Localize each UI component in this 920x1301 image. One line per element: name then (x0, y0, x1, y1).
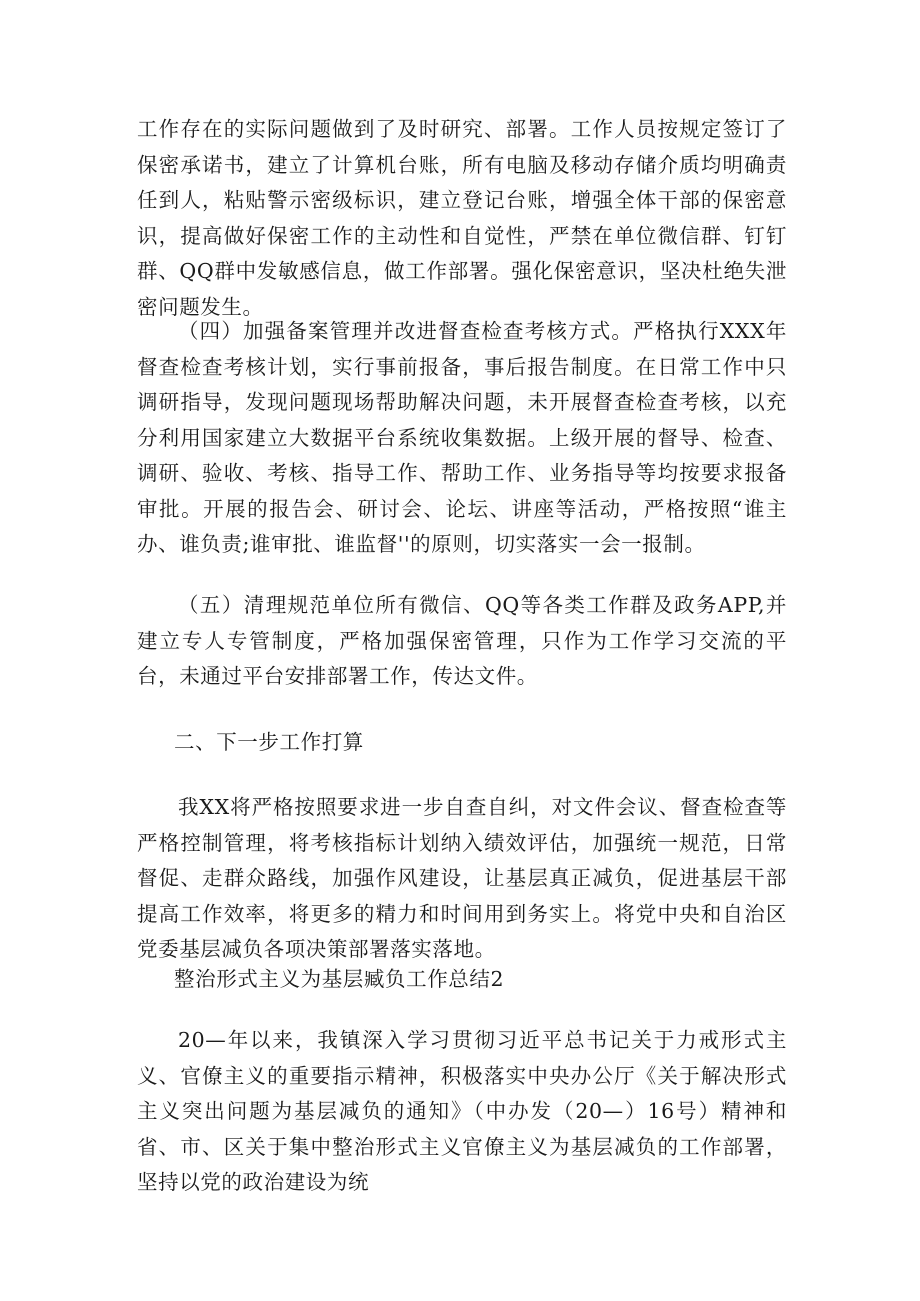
section-heading-next-steps: 二、下一步工作打算 (174, 730, 364, 754)
body-paragraph-confidentiality: 工作存在的实际问题做到了及时研究、部署。工作人员按规定签订了保密承诺书，建立了计算机台账，所有电脑及移动存储介质均明确责任到人，粘贴警示密级标识，建立登记台账，增强全体干部的保密意识，提高做好保密工作的主动性和自觉性，严禁在单位微信群、钉钉群、QQ群中发敏感信息，做工作部署。强化保密意识，坚决杜绝失泄密问题发生。 (137, 117, 787, 319)
body-paragraph-next-steps: 我XX将严格按照要求进一步自查自纠，对文件会议、督查检查等严格控制管理，将考核指标计划纳入绩效评估，加强统一规范，日常督促、走群众路线，加强作风建设，让基层真正减负，促进基层干部提高工作效率，将更多的精力和时间用到务实上。将党中央和自治区党委基层减负各项决策部署落实落地。 (137, 795, 787, 961)
document-title-summary-2: 整治形式主义为基层臧负工作总结2 (174, 967, 505, 991)
body-paragraph-summary-intro: 20—年以来，我镇深入学习贯彻习近平总书记关于力戒形式主义、官僚主义的重要指示精神，积极落实中央办公厅《关于解决形式主义突出问题为基层减负的通知》（中办发（20—）16号）精神和省、市、区关于集中整治形式主义官僚主义为基层减负的工作部署，坚持以党的政治建设为统 (137, 1028, 787, 1194)
body-paragraph-item-five: （五）清理规范单位所有微信、QQ等各类工作群及政务APP,并建立专人专管制度，严格加强保密管理，只作为工作学习交流的平台，未通过平台安排部署工作，传达文件。 (137, 593, 787, 688)
body-paragraph-item-four: （四）加强备案管理并改进督查检查考核方式。严格执行XXX年督查检查考核计划，实行事前报备，事后报告制度。在日常工作中只调研指导，发现问题现场帮助解决问题，未开展督查检查考核，以充分利用国家建立大数据平台系统收集数据。上级开展的督导、检查、调研、验收、考核、指导工作、帮助工作、业务指导等均按要求报备审批。开展的报告会、研讨会、论坛、讲座等活动，严格按照“谁主办、谁负责;谁审批、谁监督''的原则，切实落实一会一报制。 (137, 319, 787, 556)
